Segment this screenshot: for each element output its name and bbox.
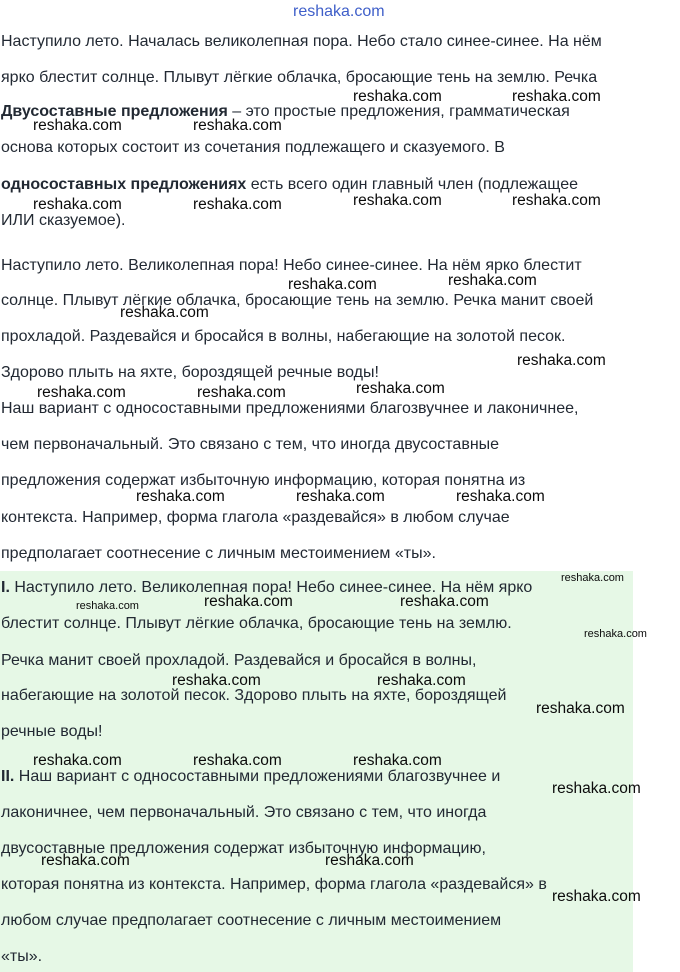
- watermark: reshaka.com: [41, 852, 130, 869]
- watermark: reshaka.com: [517, 352, 606, 369]
- watermark: reshaka.com: [76, 600, 139, 612]
- text-line: чем первоначальный. Это связано с тем, что иногда двусоставные: [1, 436, 500, 453]
- answer-marker: II.: [1, 768, 15, 785]
- answer-line: набегающие на золотой песок. Здорово плыть на яхте, бороздящей: [1, 687, 507, 704]
- answer-line: Речка манит своей прохладой. Раздевайся и бросайся в волны,: [1, 652, 477, 669]
- watermark: reshaka.com: [353, 752, 442, 769]
- watermark: reshaka.com: [356, 380, 445, 397]
- text-line: контекста. Например, форма глагола «раздевайся» в любом случае: [1, 509, 510, 526]
- watermark: reshaka.com: [512, 192, 601, 209]
- definition-line: [1, 175, 578, 195]
- watermark: reshaka.com: [552, 888, 641, 905]
- watermark: reshaka.com: [288, 276, 377, 293]
- text-fragment: есть всего один главный член (подлежащее: [246, 176, 579, 193]
- site-watermark: reshaka.com: [293, 3, 385, 20]
- watermark: reshaka.com: [448, 272, 537, 289]
- text-line: ИЛИ сказуемое).: [1, 212, 126, 229]
- watermark: reshaka.com: [561, 572, 624, 584]
- watermark: reshaka.com: [193, 117, 282, 134]
- watermark: reshaka.com: [377, 672, 466, 689]
- text-line: Наступило лето. Великолепная пора! Небо синее-синее. На нём ярко блестит: [1, 257, 582, 274]
- term-one-part: односоставных предложениях: [1, 176, 247, 193]
- watermark: reshaka.com: [353, 88, 442, 105]
- answer-line: речные воды!: [1, 723, 103, 740]
- answer-line: лаконичнее, чем первоначальный. Это связано с тем, что иногда: [1, 804, 487, 821]
- watermark: reshaka.com: [172, 672, 261, 689]
- answer-line: «ты».: [1, 948, 43, 965]
- answer-line: которая понятна из контекста. Например, форма глагола «раздевайся» в: [1, 876, 547, 893]
- watermark: reshaka.com: [400, 593, 489, 610]
- watermark: reshaka.com: [193, 196, 282, 213]
- watermark: reshaka.com: [37, 384, 126, 401]
- answer-line: двусоставные предложения содержат избыточную информацию,: [1, 840, 486, 857]
- text-line: ярко блестит солнце. Плывут лёгкие облачка, бросающие тень на землю. Речка: [1, 69, 598, 86]
- watermark: reshaka.com: [204, 593, 293, 610]
- watermark: reshaka.com: [325, 852, 414, 869]
- text-line: предполагает соотнесение с личным местоимением «ты».: [1, 545, 436, 562]
- watermark: reshaka.com: [536, 700, 625, 717]
- watermark: reshaka.com: [33, 752, 122, 769]
- watermark: reshaka.com: [456, 488, 545, 505]
- text-line: прохладой. Раздевайся и бросайся в волны, набегающие на золотой песок.: [1, 328, 566, 345]
- watermark: reshaka.com: [197, 384, 286, 401]
- watermark: reshaka.com: [552, 780, 641, 797]
- watermark: reshaka.com: [33, 196, 122, 213]
- watermark: reshaka.com: [296, 488, 385, 505]
- answer-line: блестит солнце. Плывут лёгкие облачка, бросающие тень на землю.: [1, 615, 512, 632]
- watermark: reshaka.com: [193, 752, 282, 769]
- text-fragment: Наш вариант с односоставными предложениями благозвучнее и: [14, 768, 501, 785]
- answer-line: любом случае предполагает соотнесение с личным местоимением: [1, 912, 502, 929]
- text-line: предложения содержат избыточную информацию, которая понятна из: [1, 472, 526, 489]
- text-line: Здорово плыть на яхте, бороздящей речные воды!: [1, 364, 379, 381]
- text-line: солнце. Плывут лёгкие облачка, бросающие тень на землю. Речка манит своей: [1, 292, 594, 309]
- answer-line: [1, 767, 500, 787]
- answer-marker: I.: [1, 579, 10, 596]
- text-fragment: Наступило лето. Великолепная пора! Небо синее-синее. На нём ярко: [9, 579, 533, 596]
- watermark: reshaka.com: [584, 628, 647, 640]
- watermark: reshaka.com: [353, 192, 442, 209]
- watermark: reshaka.com: [136, 488, 225, 505]
- watermark: reshaka.com: [33, 117, 122, 134]
- text-fragment: – это простые предложения, грамматическая: [227, 103, 570, 120]
- text-line: основа которых состоит из сочетания подлежащего и сказуемого. В: [1, 139, 505, 156]
- text-line: Наш вариант с односоставными предложениями благозвучнее и лаконичнее,: [1, 400, 579, 417]
- term-two-part: Двусоставные предложения: [1, 103, 228, 120]
- text-line: Наступило лето. Началась великолепная пора. Небо стало синее-синее. На нём: [1, 33, 602, 50]
- watermark: reshaka.com: [512, 88, 601, 105]
- watermark: reshaka.com: [120, 304, 209, 321]
